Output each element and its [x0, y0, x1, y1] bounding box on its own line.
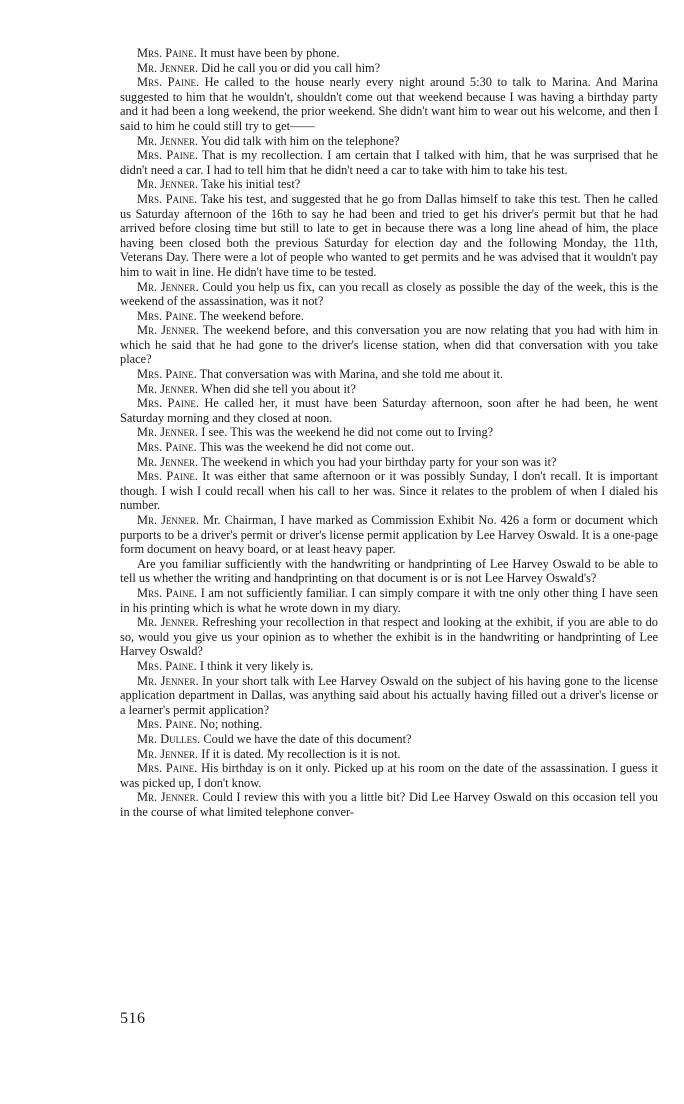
speaker-label: Mrs. Paine. — [137, 46, 197, 60]
transcript-paragraph — [120, 280, 658, 309]
paragraph-text: Could you help us fix, can you recall as closely as possible the day of the week, this is the weekend of the assassination, was it not? — [120, 279, 658, 309]
transcript-paragraph — [120, 75, 658, 133]
speaker-label: Mr. Jenner. — [137, 454, 199, 469]
paragraph-text: Take his initial test? — [198, 177, 301, 192]
paragraph-text: No; nothing. — [196, 717, 263, 732]
paragraph-text: It must have been by phone. — [196, 46, 340, 60]
paragraph-text: Are you familiar sufficiently with the handwriting or handprinting of Lee Harvey Oswald to be able to tell us whether the writing and handprinting on that document is or is not Lee Harvey Oswald's? — [120, 556, 658, 586]
paragraph-text: If it is dated. My recollection is it is not. — [198, 746, 401, 761]
transcript-paragraph — [120, 309, 658, 324]
transcript-paragraph — [120, 674, 658, 718]
paragraph-text: Did he call you or did you call him? — [198, 60, 381, 75]
paragraph-text: Could we have the date of this document? — [200, 731, 412, 746]
transcript-paragraph — [120, 659, 658, 674]
paragraph-text: That conversation was with Marina, and she told me about it. — [196, 367, 504, 382]
paragraph-text: Mr. Chairman, I have marked as Commission Exhibit No. 426 a form or document which purports to be a driver's permit or driver's license permit application by Lee Harvey Oswald. It is a one-page form document on heavy board, or at least heavy paper. — [120, 513, 658, 557]
speaker-label: Mr. Jenner. — [137, 746, 199, 761]
speaker-label: Mr. Jenner. — [137, 279, 199, 294]
transcript-paragraph — [120, 148, 658, 177]
paragraph-text: I see. This was the weekend he did not come out to Irving? — [198, 425, 494, 440]
speaker-label: Mrs. Paine. — [137, 658, 197, 673]
transcript-paragraph — [120, 425, 658, 440]
paragraph-text: In your short talk with Lee Harvey Oswald on the subject of his having gone to the license application department in Dallas, was anything said about his actually having filled out a driver's license or a learner's permit application? — [120, 673, 658, 717]
speaker-label: Mr. Jenner. — [137, 323, 199, 338]
transcript-paragraph — [120, 323, 658, 367]
page-number: 516 — [120, 1010, 146, 1027]
transcript-paragraph — [120, 192, 658, 280]
paragraph-text: Take his test, and suggested that he go from Dallas himself to take this test. Then he called us Saturday afternoon of the 16th to say he had been and tried to get his driver's permit but that he had arrived before closing time but still to late to get in because there was a long line ahead of him, the place having been closed both the previous Saturday for election day and the following Monday, the 11th, Veterans Day. There were a lot of people who wanted to get permits and he was advised that it wouldn't pay him to wait in line. He didn't have time to be tested. — [120, 191, 658, 279]
transcript-paragraph — [120, 177, 658, 192]
transcript-paragraph — [120, 586, 658, 615]
transcript-body — [120, 46, 658, 819]
paragraph-text: He called her, it must have been Saturday afternoon, soon after he had been, he went Saturday morning and they closed at noon. — [120, 396, 658, 425]
transcript-paragraph — [120, 557, 658, 586]
paragraph-text: The weekend in which you had your birthday party for your son was it? — [198, 454, 557, 469]
speaker-label: Mr. Dulles. — [137, 731, 201, 746]
transcript-paragraph — [120, 46, 658, 61]
speaker-label: Mrs. Paine. — [137, 75, 200, 90]
transcript-paragraph — [120, 396, 658, 425]
transcript-paragraph — [120, 61, 658, 76]
paragraph-text: His birthday is on it only. Picked up at his room on the date of the assassination. I guess it was picked up, I don't know. — [120, 761, 658, 790]
transcript-paragraph — [120, 790, 658, 819]
transcript-paragraph — [120, 732, 658, 747]
transcript-paragraph — [120, 469, 658, 513]
speaker-label: Mr. Jenner. — [137, 513, 199, 527]
transcript-paragraph — [120, 455, 658, 470]
speaker-label: Mr. Jenner. — [137, 60, 199, 75]
speaker-label: Mr. Jenner. — [137, 425, 199, 440]
transcript-paragraph — [120, 134, 658, 149]
transcript-paragraph — [120, 761, 658, 790]
paragraph-text: This was the weekend he did not come out. — [196, 440, 414, 455]
speaker-label: Mrs. Paine. — [137, 469, 198, 484]
paragraph-text: When did she tell you about it? — [198, 381, 356, 396]
paragraph-text: The weekend before, and this conversation you are now relating that you had with him in which he said that he had gone to the driver's license station, when did that conversation with you take place? — [120, 323, 658, 367]
transcript-paragraph — [120, 615, 658, 659]
speaker-label: Mrs. Paine. — [137, 585, 198, 600]
transcript-paragraph — [120, 440, 658, 455]
speaker-label: Mrs. Paine. — [137, 396, 199, 411]
paragraph-text: It was either that same afternoon or it was possibly Sunday, I don't recall. It is important though. I wish I could recall when his call to her was. Since it relates to the problem of when I dialed his number. — [120, 469, 658, 513]
speaker-label: Mr. Jenner. — [137, 381, 199, 396]
speaker-label: Mr. Jenner. — [137, 177, 199, 192]
transcript-paragraph — [120, 747, 658, 762]
speaker-label: Mrs. Paine. — [137, 148, 198, 163]
paragraph-text: That is my recollection. I am certain that I talked with him, that he was surprised that he didn't need a car. I had to tell him that he didn't need a car to take with him to take his test. — [120, 148, 658, 177]
paragraph-text: The weekend before. — [196, 308, 304, 323]
speaker-label: Mr. Jenner. — [137, 133, 199, 148]
speaker-label: Mr. Jenner. — [137, 790, 199, 805]
speaker-label: Mr. Jenner. — [137, 673, 199, 688]
transcript-paragraph — [120, 717, 658, 732]
transcript-paragraph — [120, 367, 658, 382]
speaker-label: Mrs. Paine. — [137, 191, 198, 206]
paragraph-text: I am not sufficiently familiar. I can simply compare it with tne only other thing I have seen in his printing which is what he wrote down in my diary. — [120, 585, 658, 615]
paragraph-text: Could I review this with you a little bit? Did Lee Harvey Oswald on this occasion tell you in the course of what limited telephone conver- — [120, 790, 658, 819]
transcript-paragraph — [120, 513, 658, 557]
speaker-label: Mrs. Paine. — [137, 717, 197, 732]
paragraph-text: Refreshing your recollection in that respect and looking at the exhibit, if you are able to do so, would you give us your opinion as to whether the exhibit is in the handwriting or handprinting of Lee Harvey Oswald? — [120, 615, 658, 659]
speaker-label: Mrs. Paine. — [137, 367, 197, 382]
paragraph-text: I think it very likely is. — [196, 658, 314, 673]
transcript-paragraph — [120, 382, 658, 397]
speaker-label: Mrs. Paine. — [137, 761, 198, 776]
speaker-label: Mr. Jenner. — [137, 615, 199, 630]
speaker-label: Mrs. Paine. — [137, 440, 197, 455]
paragraph-text: He called to the house nearly every night around 5:30 to talk to Marina. And Marina suggested to him that he wouldn't, shouldn't come out that weekend because I was having a birthday party and it had been a long weekend, the prior weekend. She didn't want him to wear out his welcome, and then I said to him he could still try to get—— — [120, 75, 658, 133]
paragraph-text: You did talk with him on the telephone? — [198, 133, 400, 148]
speaker-label: Mrs. Paine. — [137, 308, 197, 323]
